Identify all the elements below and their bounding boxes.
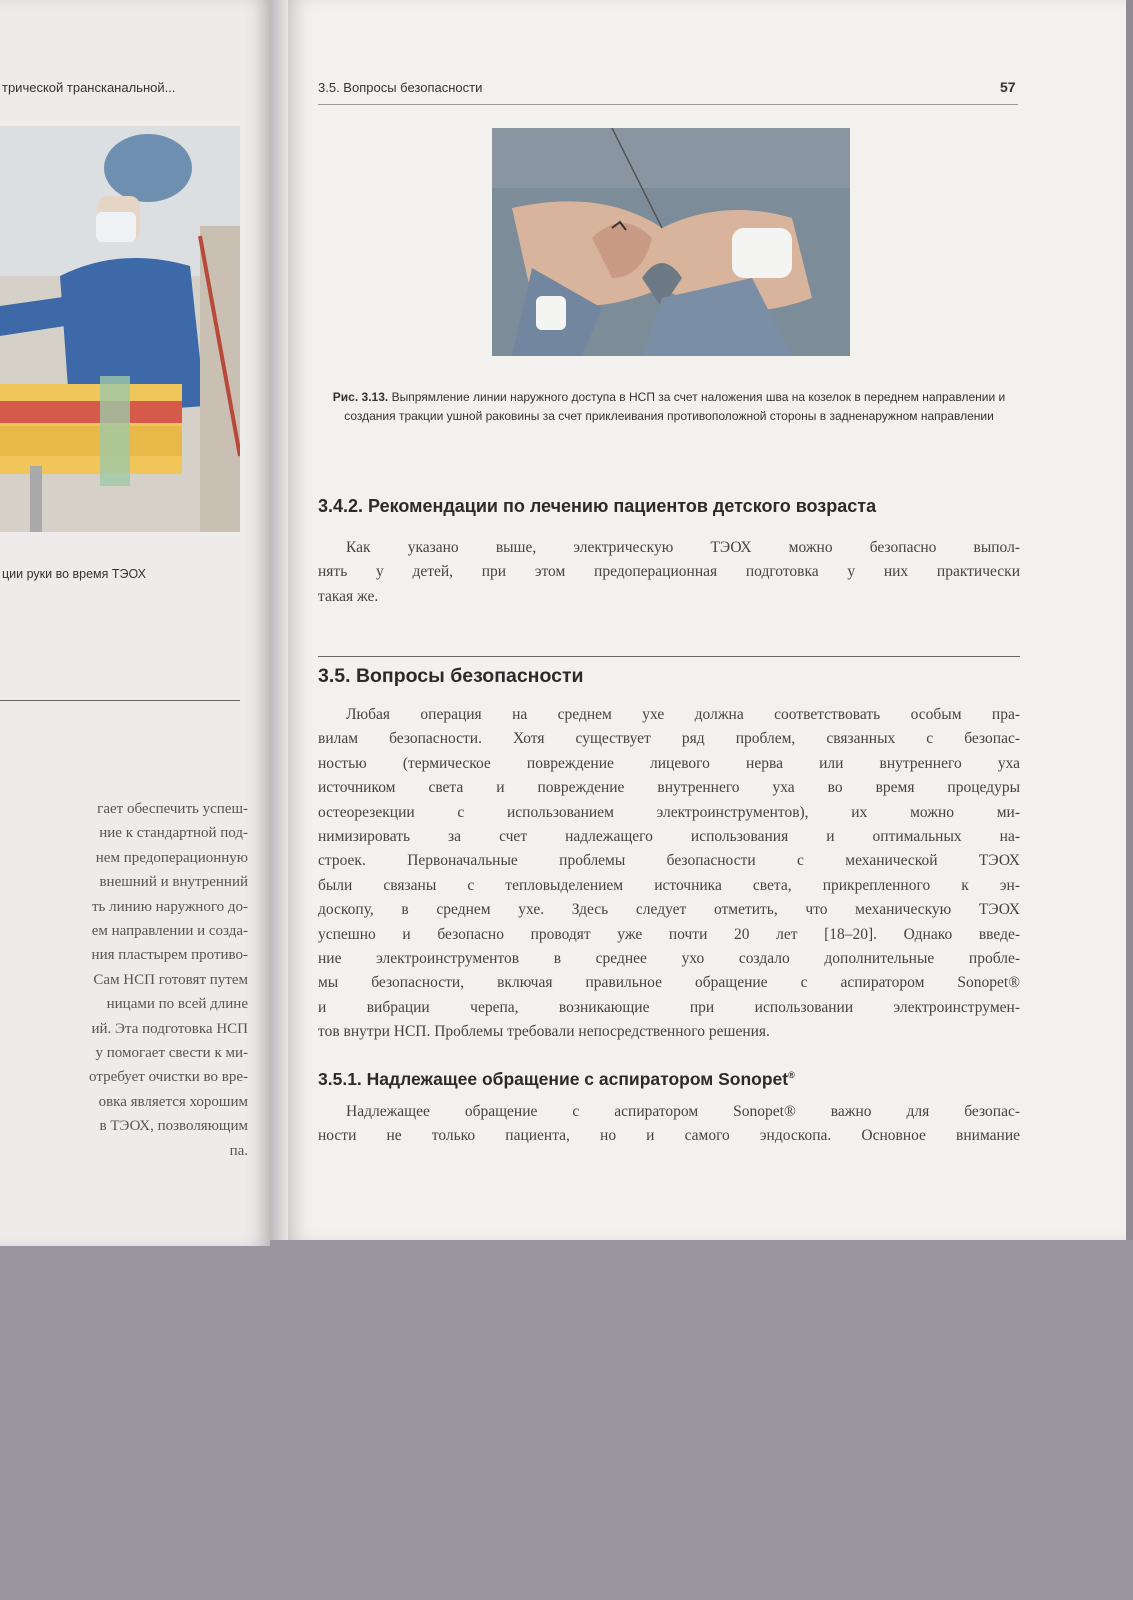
text-line: мы безопасности, включая правильное обращение с аспиратором Sonopet® [318,974,1020,992]
text-line: в ТЭОХ, позволяющим [99,1118,248,1135]
text-line: у помогает свести к ми- [95,1045,248,1062]
surgeon-photo-illustration [0,126,240,532]
registered-mark: ® [788,1070,795,1081]
text-line: гает обеспечить успеш- [97,801,248,817]
book-gutter [270,0,288,1240]
text-line: нимизировать за счет надлежащего использования и оптимальных на- [318,828,1020,846]
text-line: Сам НСП готовят путем [93,971,248,988]
text-line: Любая операция на среднем ухе должна соответствовать особым пра- [346,706,1020,723]
text-line: тов внутри НСП. Проблемы требовали непосредственного решения. [318,1023,770,1041]
text-line: овка является хорошим [98,1093,248,1110]
section-3-4-2-heading: 3.4.2. Рекомендации по лечению пациентов детского возраста [318,496,877,516]
background-surface [0,1240,1133,1600]
section-3-5-heading: 3.5. Вопросы безопасности [318,665,584,687]
text-line: были связаны с тепловыделением источника света, прикрепленного к эн- [318,876,1020,894]
text-line: такая же. [318,587,379,605]
text-line: Как указано выше, электрическую ТЭОХ можно безопасно выпол- [346,539,1020,556]
text-line: ние к стандартной под- [99,825,248,842]
text-line: и вибрации черепа, возникающие при использовании электроинструмен- [318,998,1020,1016]
text-line: Надлежащее обращение с аспиратором Sonopet® важно для безопас- [346,1103,1020,1120]
left-figure-caption: ции руки во время ТЭОХ [2,567,147,581]
left-page-photo [0,126,240,532]
left-body-text [0,797,248,1163]
running-header: 3.5. Вопросы безопасности [318,80,483,95]
section-3-5-1-title: 3.5.1. Надлежащее обращение с аспиратором Sonopet [318,1069,789,1089]
section-3-5-1-heading [318,1069,795,1090]
text-line: ницами по всей длине [106,996,248,1013]
figure-caption-text: Выпрямление линии наружного доступа в НСП за счет наложения шва на козелок в переднем направлении и создания тракции ушной раковины за счет приклеивания противоположной стороны в задненаружном направлении [344,390,1006,423]
text-line: ем направлении и созда- [91,923,248,940]
text-line: па. [229,1142,248,1159]
figure-caption [318,388,1020,426]
text-line: ние электроинструментов в среднее ухо создало дополнительные пробле- [318,950,1020,968]
text-line: ть линию наружного до- [91,898,248,915]
left-running-header: трической трансканальной... [2,80,176,95]
header-rule [318,104,1018,105]
page-number: 57 [1000,79,1016,95]
section-3-5-1-body [318,1100,1020,1149]
text-line: ности не только пациента, но и самого эндоскопа. Основное внимание [318,1127,1020,1145]
text-line: отребует очистки во вре- [89,1069,248,1086]
text-line: вилам безопасности. Хотя существует ряд проблем, связанных с безопас- [318,730,1020,748]
figure-3-13-photo [492,128,850,356]
text-line: строек. Первоначальные проблемы безопасности с механической ТЭОХ [318,852,1020,870]
text-line: успешно и безопасно проводят уже почти 20 лет [18–20]. Однако введе- [318,925,1020,943]
figure-caption-label: Рис. 3.13. [332,390,389,404]
text-line: остеорезекции с использованием электроинструментов), их можно ми- [318,803,1020,821]
left-divider [0,700,240,701]
text-line: источником света и повреждение внутреннего уха во время процедуры [318,779,1020,797]
section-3-5-body [318,703,1020,1045]
text-line: нять у детей, при этом предоперационная подготовка у них практически [318,563,1020,581]
text-line: внешний и внутренний [99,874,248,891]
ear-surgery-photo [492,128,850,356]
text-line: доскопу, в среднем ухе. Здесь следует отметить, что механическую ТЭОХ [318,901,1020,919]
text-line: нем предоперационную [95,849,248,866]
text-line: ностью (термическое повреждение лицевого нерва или внутреннего уха [318,754,1020,772]
section-3-4-2-body [318,536,1020,609]
text-line: ий. Эта подготовка НСП [91,1020,248,1037]
text-line: ния пластырем противо- [91,947,248,964]
section-divider [318,656,1020,657]
